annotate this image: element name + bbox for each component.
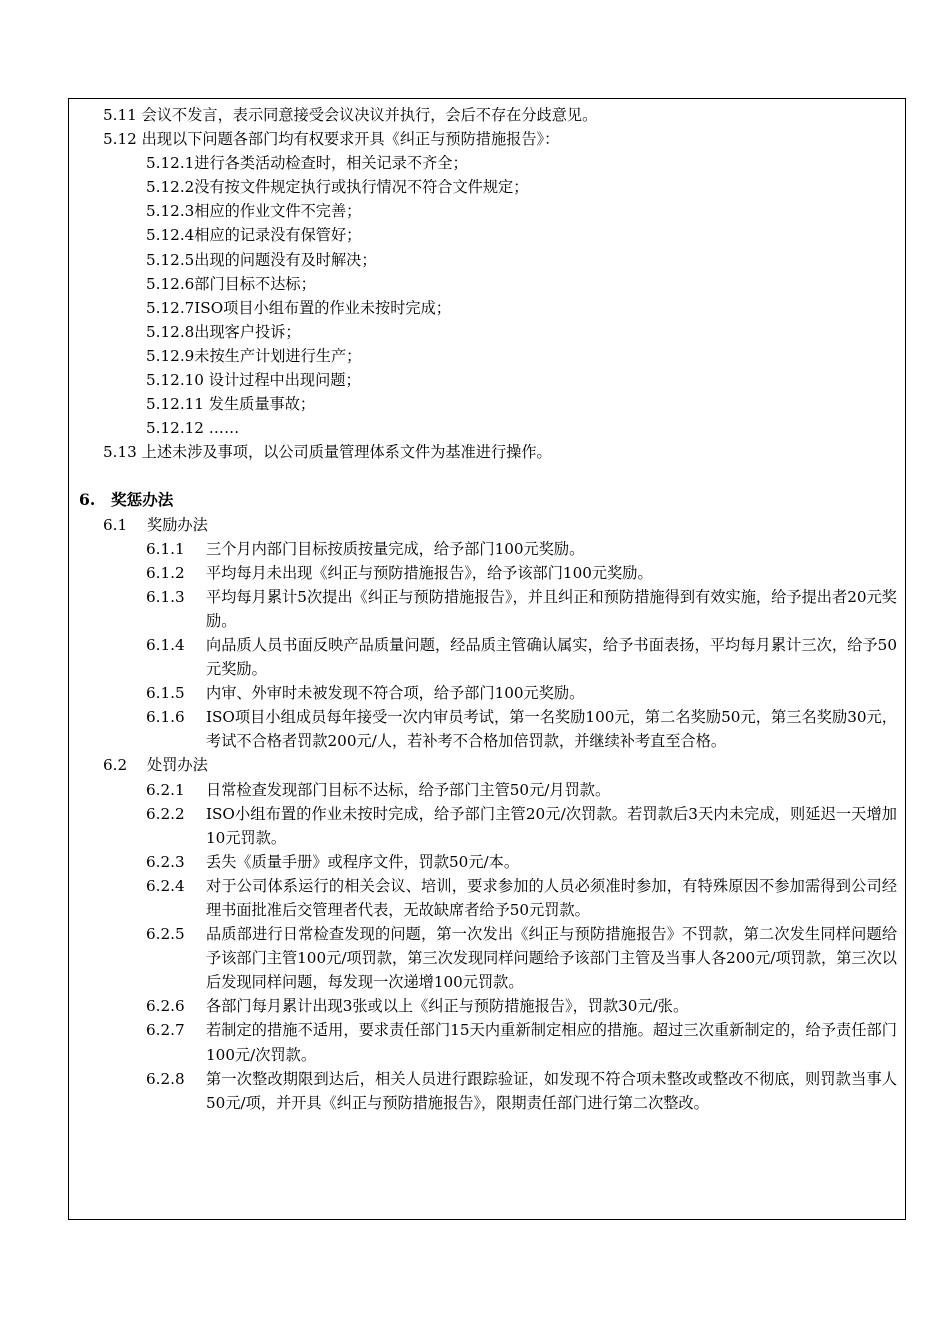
clause-line: 5.11 会议不发言，表示同意接受会议决议并执行，会后不存在分歧意见。: [103, 106, 598, 124]
item-number: 6.1.4: [146, 635, 185, 654]
section-6-heading: [69, 488, 905, 512]
item-text: 平均每月未出现《纠正与预防措施报告》，给予该部门100元奖励。: [206, 563, 653, 582]
item-text: 第一次整改期限到达后，相关人员进行跟踪验证，如发现不符合项未整改或整改不彻底，则罚款当事人50元/项，并开具《纠正与预防措施报告》，限期责任部门进行第二次整改。: [206, 1069, 897, 1112]
item-number: 6.1.3: [146, 587, 185, 606]
section-6-number: 6.: [79, 490, 96, 510]
list-item: [69, 994, 905, 1018]
clause-line: 5.12.4相应的记录没有保管好；: [146, 226, 362, 245]
item-text: 对于公司体系运行的相关会议、培训，要求参加的人员必须准时参加，有特殊原因不参加需得到公司经理书面批准后交管理者代表，无故缺席者给予50元罚款。: [206, 876, 897, 919]
reward-list: [69, 537, 905, 754]
list-item: [69, 874, 905, 922]
item-text: 平均每月累计5次提出《纠正与预防措施报告》，并且纠正和预防措施得到有效实施，给予提出者20元奖励。: [206, 587, 897, 630]
item-text: 日常检查发现部门目标不达标，给予部门主管50元/月罚款。: [206, 780, 611, 799]
clause-line: 5.12.5出现的问题没有及时解决；: [146, 250, 377, 269]
list-item: [69, 850, 905, 874]
list-item: [69, 585, 905, 633]
list-item: [69, 778, 905, 802]
item-text: 各部门每月累计出现3张或以上《纠正与预防措施报告》，罚款30元/张。: [206, 997, 689, 1016]
list-item: [69, 1018, 905, 1066]
item-text: 若制定的措施不适用，要求责任部门15天内重新制定相应的措施。超过三次重新制定的，给予责任部门100元/次罚款。: [206, 1021, 897, 1064]
item-text: 丢失《质量手册》或程序文件，罚款50元/本。: [206, 852, 520, 871]
clause-line: 5.12.10 设计过程中出现问题；: [146, 371, 361, 390]
list-item: [69, 681, 905, 705]
subsection-6-2-heading: [69, 753, 905, 777]
item-text: ISO小组布置的作业未按时完成，给予部门主管20元/次罚款。若罚款后3天内未完成，则延迟一天增加10元罚款。: [206, 804, 897, 847]
item-number: 6.2.8: [146, 1069, 185, 1088]
penalty-list: [69, 778, 905, 1115]
list-item: [69, 633, 905, 681]
document-frame: [68, 98, 906, 1220]
list-item: [69, 922, 905, 994]
clause-line: 5.12.8出现客户投诉；: [146, 322, 301, 341]
list-item: [69, 705, 905, 753]
item-text: 向品质人员书面反映产品质量问题，经品质主管确认属实，给予书面表扬，平均每月累计三次，给予50元奖励。: [206, 635, 897, 679]
clause-line: 5.12.12 ……: [146, 419, 240, 438]
document-content: [69, 99, 905, 1115]
clause-line: 5.12.3相应的作业文件不完善；: [146, 202, 362, 221]
item-text: ISO项目小组成员每年接受一次内审员考试，第一名奖励100元，第二名奖励50元，第三名奖励30元，考试不合格者罚款200元/人，若补考不合格加倍罚款，并继续补考直至合格。: [206, 708, 897, 751]
item-number: 6.2.4: [146, 876, 185, 895]
clause-line: 5.12.1进行各类活动检查时，相关记录不齐全；: [146, 154, 468, 173]
item-number: 6.1.2: [146, 563, 185, 582]
clause-line: 5.12.11 发生质量事故；: [146, 395, 316, 414]
section-5-list: [69, 103, 905, 464]
item-text: 三个月内部门目标按质按量完成，给予部门100元奖励。: [206, 539, 585, 558]
item-number: 6.2.5: [146, 925, 185, 944]
clause-line: 5.12.7ISO项目小组布置的作业未按时完成；: [146, 298, 451, 317]
subsection-6-2-number: 6.2: [103, 756, 128, 775]
item-number: 6.2.7: [146, 1021, 185, 1040]
item-number: 6.2.6: [146, 997, 185, 1016]
subsection-6-1-heading: [69, 513, 905, 537]
clause-line: 5.13 上述未涉及事项，以公司质量管理体系文件为基准进行操作。: [103, 443, 552, 462]
clause-line: 5.12.6部门目标不达标；: [146, 274, 316, 293]
item-number: 6.2.2: [146, 804, 185, 823]
clause-line: 5.12.2没有按文件规定执行或执行情况不符合文件规定；: [146, 178, 529, 197]
item-number: 6.1.1: [146, 539, 185, 558]
clause-line: 5.12 出现以下问题各部门均有权要求开具《纠正与预防措施报告》：: [103, 130, 560, 149]
subsection-6-2-title: 处罚办法: [147, 756, 208, 775]
item-number: 6.2.1: [146, 780, 185, 799]
section-6-title: 奖惩办法: [111, 490, 174, 510]
clause-line: 5.12.9未按生产计划进行生产；: [146, 346, 362, 365]
item-number: 6.1.5: [146, 684, 185, 703]
subsection-6-1-title: 奖励办法: [147, 515, 208, 534]
list-item: [69, 802, 905, 850]
subsection-6-1-number: 6.1: [103, 515, 128, 534]
list-item: [69, 1067, 905, 1115]
list-item: [69, 561, 905, 585]
item-text: 内审、外审时未被发现不符合项，给予部门100元奖励。: [206, 684, 585, 703]
item-number: 6.1.6: [146, 708, 185, 727]
item-text: 品质部进行日常检查发现的问题，第一次发出《纠正与预防措施报告》不罚款，第二次发生同样问题给予该部门主管100元/项罚款，第三次发现同样问题给予该部门主管及当事人各200元/项罚款，第三次以后发现同样问题，每发现一次递增100元罚款。: [206, 925, 897, 992]
item-number: 6.2.3: [146, 852, 185, 871]
list-item: [69, 537, 905, 561]
